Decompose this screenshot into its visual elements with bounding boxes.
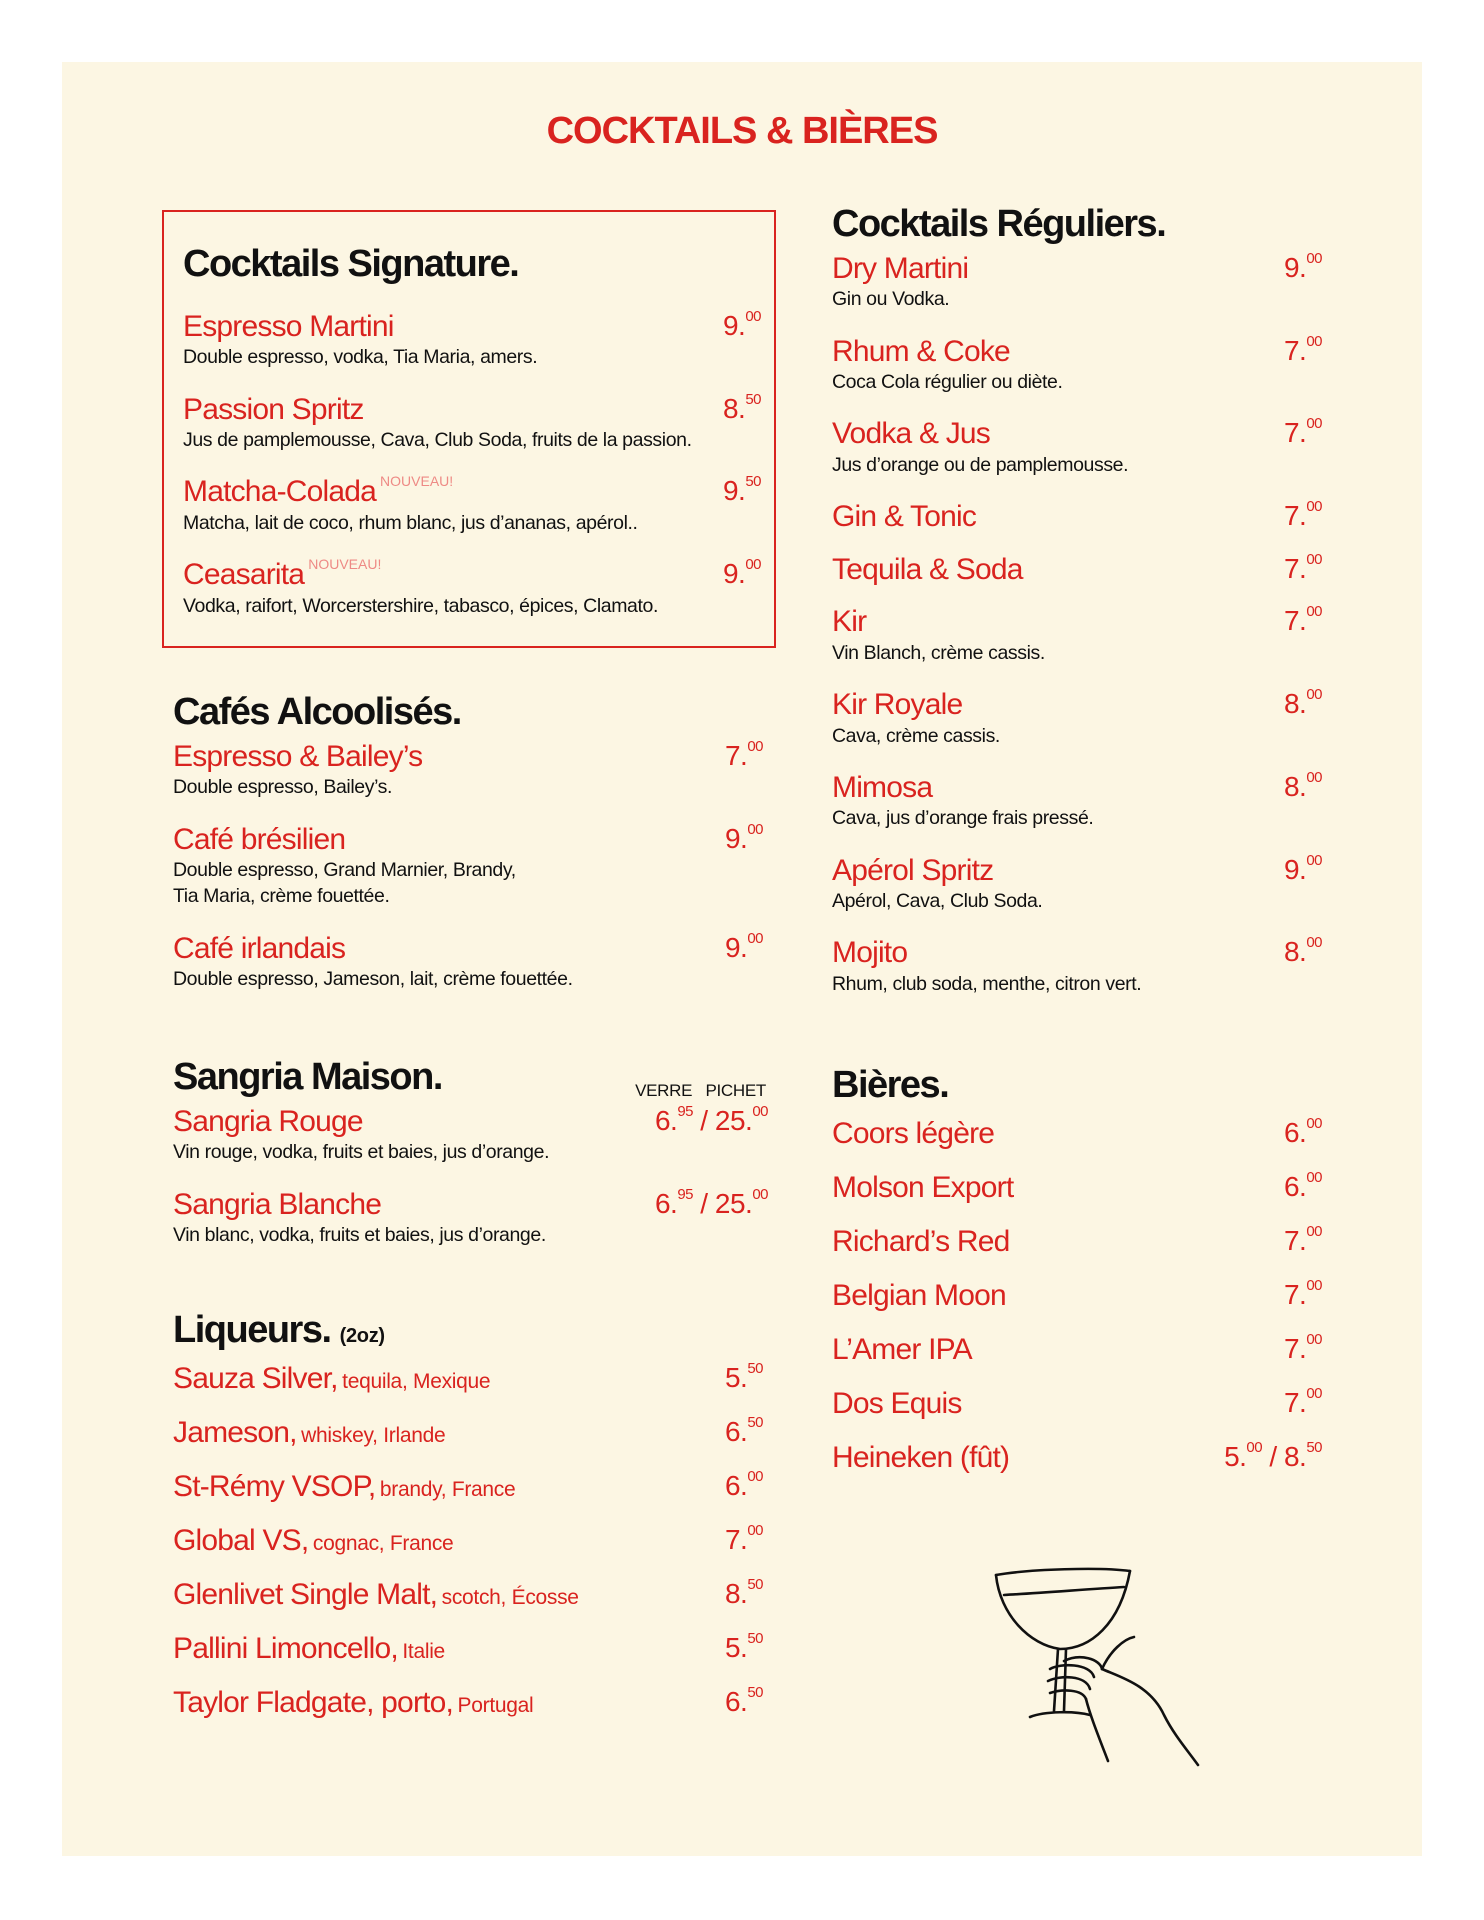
item-name: Ceasarita <box>183 558 305 592</box>
liqueurs-section <box>173 1310 763 1740</box>
section-title: Bières. <box>832 1064 949 1106</box>
item-origin: Portugal <box>457 1693 534 1717</box>
item-desc: Gin ou Vodka. <box>832 288 950 311</box>
item-desc: Rhum, club soda, menthe, citron vert. <box>832 972 1142 995</box>
menu-item <box>183 307 763 371</box>
item-price: 7.00 <box>1283 332 1322 366</box>
menu-item <box>832 1330 1322 1387</box>
section-title: Liqueurs. (2oz) <box>173 1309 385 1351</box>
item-name: Mimosa <box>832 770 933 804</box>
item-name: Coors légère <box>832 1116 995 1150</box>
item-price: 9.00 <box>1283 249 1322 283</box>
menu-item <box>173 1575 763 1632</box>
cafes-section <box>173 692 763 993</box>
item-name: Global VS, <box>173 1523 309 1557</box>
menu-item <box>832 688 1322 749</box>
item-price: 9.00 <box>724 929 763 963</box>
item-origin: cognac, France <box>312 1531 454 1555</box>
item-name: Sangria Blanche <box>173 1187 382 1221</box>
item-desc: Apérol, Cava, Club Soda. <box>832 890 1043 913</box>
item-name: Espresso Martini <box>183 309 394 343</box>
menu-item <box>183 475 763 536</box>
item-origin: brandy, France <box>379 1477 516 1501</box>
menu-item <box>832 249 1322 313</box>
item-name: Café irlandais <box>173 931 346 965</box>
col-pichet: PICHET <box>705 1081 766 1100</box>
page-title: COCKTAILS & BIÈRES <box>546 110 938 152</box>
item-desc: Double espresso, Bailey’s. <box>173 776 393 799</box>
item-name: Kir Royale <box>832 688 963 722</box>
item-name: L’Amer IPA <box>832 1332 972 1366</box>
item-desc: Coca Cola régulier ou diète. <box>832 371 1063 394</box>
item-desc: Vin Blanch, crème cassis. <box>832 641 1045 664</box>
item-price: 7.00 <box>724 1521 763 1555</box>
sangria-column-headers <box>635 1081 766 1101</box>
menu-item <box>173 1521 763 1578</box>
item-desc: Cava, jus d’orange frais pressé. <box>832 807 1094 830</box>
section-subtitle: (2oz) <box>339 1325 385 1347</box>
item-desc: Vodka, raifort, Worcerstershire, tabasco, épices, Clamato. <box>183 594 658 617</box>
item-price: 9.50 <box>722 473 761 507</box>
item-price: 9.00 <box>722 556 761 590</box>
sangria-section <box>173 1057 768 1248</box>
item-desc: Vin blanc, vodka, fruits et baies, jus d’orange. <box>173 1224 546 1247</box>
item-name: Heineken (fût) <box>832 1440 1010 1474</box>
item-price: 7.00 <box>1283 415 1322 449</box>
item-name: Passion Spritz <box>183 392 364 426</box>
item-price: 7.00 <box>1283 1330 1322 1364</box>
item-name: Tequila & Soda <box>832 552 1023 586</box>
item-price: 6.50 <box>724 1413 763 1447</box>
menu-item <box>832 1114 1322 1171</box>
item-name: St-Rémy VSOP, <box>173 1469 376 1503</box>
item-origin: tequila, Mexique <box>342 1369 491 1393</box>
item-name: Espresso & Bailey’s <box>173 739 423 773</box>
menu-item <box>173 1683 763 1740</box>
menu-item <box>832 1276 1322 1333</box>
menu-item <box>173 1467 763 1524</box>
item-price: 7.00 <box>1283 1222 1322 1256</box>
item-desc: Jus de pamplemousse, Cava, Club Soda, fruits de la passion. <box>183 429 692 452</box>
item-price: 8.50 <box>722 390 761 424</box>
item-name: Sauza Silver, <box>173 1361 338 1395</box>
menu-item <box>173 737 763 801</box>
item-price: 8.00 <box>1283 934 1322 968</box>
menu-item <box>832 332 1322 396</box>
menu-item <box>832 851 1322 915</box>
cocktail-glass-hand-icon <box>990 1565 1210 1775</box>
item-price: 6.00 <box>724 1467 763 1501</box>
menu-item <box>183 390 763 454</box>
menu-item <box>173 1629 763 1686</box>
item-price: 8.00 <box>1283 686 1322 720</box>
col-verre: VERRE <box>635 1081 693 1100</box>
reguliers-section <box>832 204 1322 997</box>
item-name: Apérol Spritz <box>832 853 994 887</box>
item-name: Café brésilien <box>173 822 346 856</box>
item-desc: Double espresso, Jameson, lait, crème fouettée. <box>173 968 573 991</box>
item-price: 7.00 <box>1283 498 1322 532</box>
item-price: 5.00 / 8.50 <box>1224 1438 1322 1472</box>
item-price: 6.95 / 25.00 <box>654 1102 768 1136</box>
item-name: Dos Equis <box>832 1386 962 1420</box>
item-name: Richard’s Red <box>832 1224 1010 1258</box>
bieres-section <box>832 1065 1322 1495</box>
item-origin: whiskey, Irlande <box>301 1423 446 1447</box>
item-name: Rhum & Coke <box>832 334 1010 368</box>
section-title: Cocktails Signature. <box>183 243 519 285</box>
menu-item <box>173 820 763 910</box>
item-price: 7.00 <box>1283 1384 1322 1418</box>
item-name: Belgian Moon <box>832 1278 1006 1312</box>
item-name: Jameson, <box>173 1415 297 1449</box>
item-desc: Jus d’orange ou de pamplemousse. <box>832 453 1129 476</box>
menu-item <box>173 1185 768 1249</box>
menu-item <box>173 1359 763 1416</box>
item-price: 6.00 <box>1283 1114 1322 1148</box>
menu-item <box>832 1384 1322 1441</box>
item-desc: Double espresso, Grand Marnier, Brandy, <box>173 859 516 882</box>
item-price: 6.50 <box>724 1683 763 1717</box>
menu-item <box>832 768 1322 832</box>
item-price: 8.50 <box>724 1575 763 1609</box>
item-price: 9.00 <box>1283 851 1322 885</box>
section-title: Cocktails Réguliers. <box>832 203 1166 245</box>
item-origin: scotch, Écosse <box>441 1585 579 1609</box>
item-name: Matcha-Colada <box>183 475 377 509</box>
menu-item <box>832 936 1322 997</box>
item-desc: Tia Maria, crème fouettée. <box>173 885 390 908</box>
item-price: 7.00 <box>1283 550 1322 584</box>
item-name: Taylor Fladgate, porto, <box>173 1685 454 1719</box>
item-price: 8.00 <box>1283 768 1322 802</box>
item-desc: Matcha, lait de coco, rhum blanc, jus d’ananas, apérol.. <box>183 511 638 534</box>
menu-item <box>173 1413 763 1470</box>
signature-section <box>183 244 763 619</box>
item-price: 7.00 <box>1283 603 1322 637</box>
item-price: 9.00 <box>722 307 761 341</box>
item-price: 7.00 <box>1283 1276 1322 1310</box>
item-price: 7.00 <box>724 737 763 771</box>
item-name: Molson Export <box>832 1170 1014 1204</box>
item-price: 5.50 <box>724 1359 763 1393</box>
menu-item <box>832 1438 1322 1495</box>
item-price: 6.00 <box>1283 1168 1322 1202</box>
menu-item <box>173 1102 768 1166</box>
item-name: Glenlivet Single Malt, <box>173 1577 438 1611</box>
item-name: Dry Martini <box>832 251 969 285</box>
item-price: 9.00 <box>724 820 763 854</box>
item-name: Kir <box>832 605 867 639</box>
menu-item <box>173 929 763 993</box>
item-desc: Cava, crème cassis. <box>832 724 1000 747</box>
item-name: Gin & Tonic <box>832 500 977 534</box>
item-origin: Italie <box>402 1639 445 1663</box>
menu-item <box>832 1168 1322 1225</box>
item-desc: Vin rouge, vodka, fruits et baies, jus d’orange. <box>173 1141 550 1164</box>
item-name: Vodka & Jus <box>832 417 990 451</box>
menu-item <box>832 605 1322 666</box>
menu-item <box>832 500 1322 535</box>
menu-item <box>832 417 1322 478</box>
item-name: Mojito <box>832 936 908 970</box>
item-name: Sangria Rouge <box>173 1104 363 1138</box>
item-price: 5.50 <box>724 1629 763 1663</box>
menu-item <box>832 550 1322 588</box>
section-title: Cafés Alcoolisés. <box>173 691 461 733</box>
item-name: Pallini Limoncello, <box>173 1631 398 1665</box>
section-title: Sangria Maison. <box>173 1056 442 1098</box>
new-badge: NOUVEAU! <box>380 473 454 490</box>
menu-item <box>832 1222 1322 1279</box>
item-desc: Double espresso, vodka, Tia Maria, amers. <box>183 346 538 369</box>
item-price: 6.95 / 25.00 <box>654 1185 768 1219</box>
new-badge: NOUVEAU! <box>308 556 382 573</box>
menu-item <box>183 558 763 619</box>
